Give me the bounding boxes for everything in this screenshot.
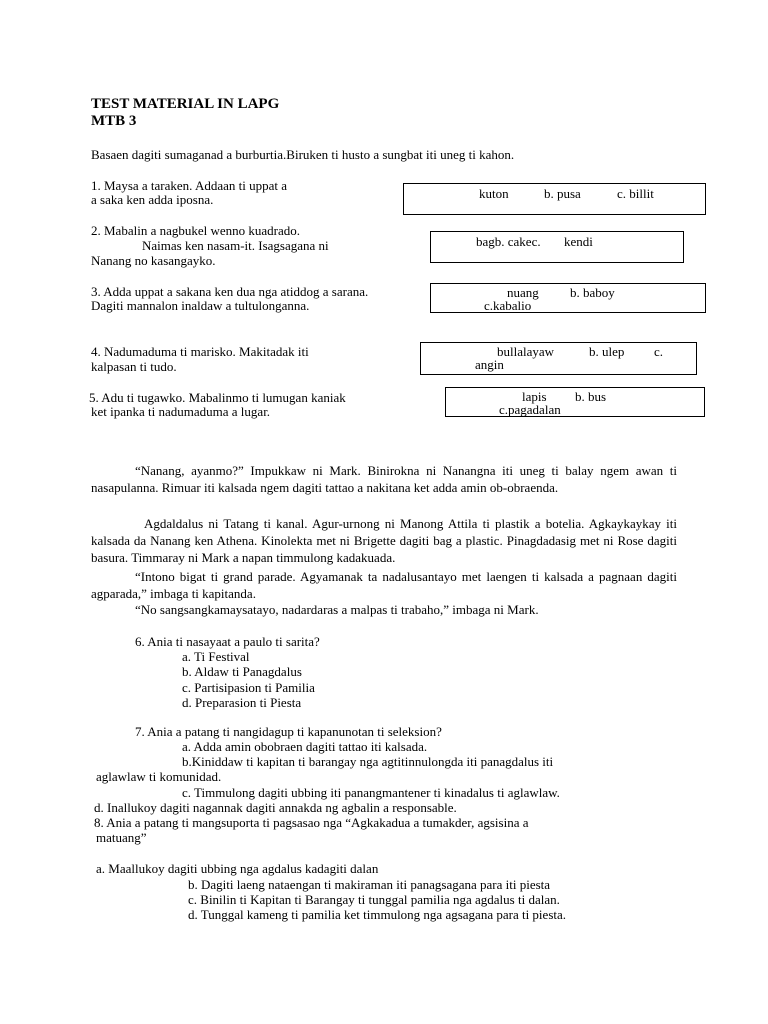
riddle-3-line-1: 3. Adda uppat a sakana ken dua nga atiddog a sarana.	[91, 284, 369, 299]
answer-box-4-option-b: b. ulep	[589, 344, 625, 359]
question-7-option-b-cont: aglawlaw ti komunidad.	[96, 769, 222, 784]
question-7-option-c: c. Timmulong dagiti ubbing iti panangmantener ti kinadalus ti aglawlaw.	[182, 785, 560, 800]
answer-box-1-option-c: c. billit	[617, 186, 654, 201]
question-6-option-d: d. Preparasion ti Piesta	[182, 695, 302, 710]
answer-box-3	[430, 283, 706, 313]
question-7-option-a: a. Adda amin obobraen dagiti tattao iti kalsada.	[182, 739, 428, 754]
question-8-cont: matuang”	[96, 830, 147, 845]
question-8: 8. Ania a patang ti mangsuporta ti pagsasao nga “Agkakadua a tumakder, agsisina a	[94, 815, 529, 830]
question-6-option-a: a. Ti Festival	[182, 649, 250, 664]
riddle-2-line-3: Nanang no kasangayko.	[91, 253, 216, 268]
riddle-4-line-2: kalpasan ti tudo.	[91, 359, 177, 374]
riddle-5-line-2: ket ipanka ti nadumaduma a lugar.	[91, 404, 271, 419]
answer-box-4-option-c: c.	[654, 344, 664, 359]
answer-box-2-option-a: bagb. cakec.	[476, 234, 541, 249]
answer-box-5-option-a: lapis	[522, 389, 547, 404]
question-7-option-b: b.Kiniddaw ti kapitan ti barangay nga agtitinnulongda iti panagdalus iti	[182, 754, 554, 769]
grade-label: MTB 3	[91, 113, 137, 129]
story-paragraph-4: “No sangsangkamaysatayo, nadardaras a malpas ti trabaho,” imbaga ni Mark.	[135, 602, 539, 617]
question-8-option-a: a. Maallukoy dagiti ubbing nga agdalus kadagiti dalan	[96, 861, 379, 876]
answer-box-4-option-c-text: angin	[475, 357, 504, 372]
story-paragraph-3: “Intono bigat ti grand parade. Agyamanak ta nadalusantayo met laengen ti kalsada a pagnaan dagiti agparada,” imbaga ti kapitanda.	[91, 569, 677, 601]
question-6-option-c: c. Partisipasion ti Pamilia	[182, 680, 315, 695]
answer-box-4	[420, 342, 697, 375]
question-6-option-b: b. Aldaw ti Panagdalus	[182, 664, 302, 679]
answer-box-2-option-b: kendi	[564, 234, 593, 249]
story-paragraph-1: “Nanang, ayanmo?” Impukkaw ni Mark. Binirokna ni Nanangna iti uneg ti balay ngem awan ti nasapulanna. Rimuar iti kalsada ngem dagiti tattao a nakitana ket adda amin ob-obraenda.	[91, 463, 677, 495]
answer-box-2	[430, 231, 684, 263]
answer-box-1-option-b: b. pusa	[544, 186, 581, 201]
riddle-1-line-2: a saka ken adda iposna.	[91, 192, 214, 207]
answer-box-5-option-b: b. bus	[575, 389, 607, 404]
test-title: TEST MATERIAL IN LAPG	[91, 96, 280, 112]
riddle-5-line-1: 5. Adu ti tugawko. Mabalinmo ti lumugan kaniak	[89, 390, 346, 405]
riddle-3-line-2: Dagiti mannalon inaldaw a tultulonganna.	[91, 298, 310, 313]
answer-box-1	[403, 183, 706, 215]
question-8-option-b: b. Dagiti laeng nataengan ti makiraman iti panagsagana para iti piesta	[188, 877, 551, 892]
answer-box-3-option-c: c.kabalio	[484, 298, 532, 313]
instructions: Basaen dagiti sumaganad a burburtia.Biruken ti husto a sungbat iti uneg ti kahon.	[91, 147, 515, 162]
question-7-option-d: d. Inallukoy dagiti nagannak dagiti annakda ng agbalin a responsable.	[94, 800, 457, 815]
riddle-4-line-1: 4. Nadumaduma ti marisko. Makitadak iti	[91, 344, 309, 359]
question-8-option-d: d. Tunggal kameng ti pamilia ket timmulong nga agsagana para ti piesta.	[188, 907, 567, 922]
riddle-2-line-2: Naimas ken nasam-it. Isagsagana ni	[142, 238, 329, 253]
answer-box-5-option-c: c.pagadalan	[499, 402, 561, 417]
answer-box-5	[445, 387, 705, 417]
question-8-option-c: c. Binilin ti Kapitan ti Barangay ti tunggal pamilia nga agdalus ti dalan.	[188, 892, 560, 907]
question-6: 6. Ania ti nasayaat a paulo ti sarita?	[135, 634, 320, 649]
answer-box-3-option-a: nuang	[507, 285, 539, 300]
story-paragraph-2: Agdaldalus ni Tatang ti kanal. Agur-urnong ni Manong Attila ti plastik a botelia. Agkaykaykay iti kalsada da Nanang ken Athena. Kinolekta met ni Brigette dagiti bag a plastic. Pinagdadasig met ni Rose dagiti basura. Timmaray ni Mark a napan timmulong kadakuada.	[91, 516, 677, 565]
riddle-1-line-1: 1. Maysa a taraken. Addaan ti uppat a	[91, 178, 288, 193]
question-7: 7. Ania a patang ti nangidagup ti kapanunotan ti seleksion?	[135, 724, 442, 739]
answer-box-3-option-b: b. baboy	[570, 285, 615, 300]
answer-box-4-option-a: bullalayaw	[497, 344, 555, 359]
answer-box-1-option-a: kuton	[479, 186, 509, 201]
riddle-2-line-1: 2. Mabalin a nagbukel wenno kuadrado.	[91, 223, 301, 238]
